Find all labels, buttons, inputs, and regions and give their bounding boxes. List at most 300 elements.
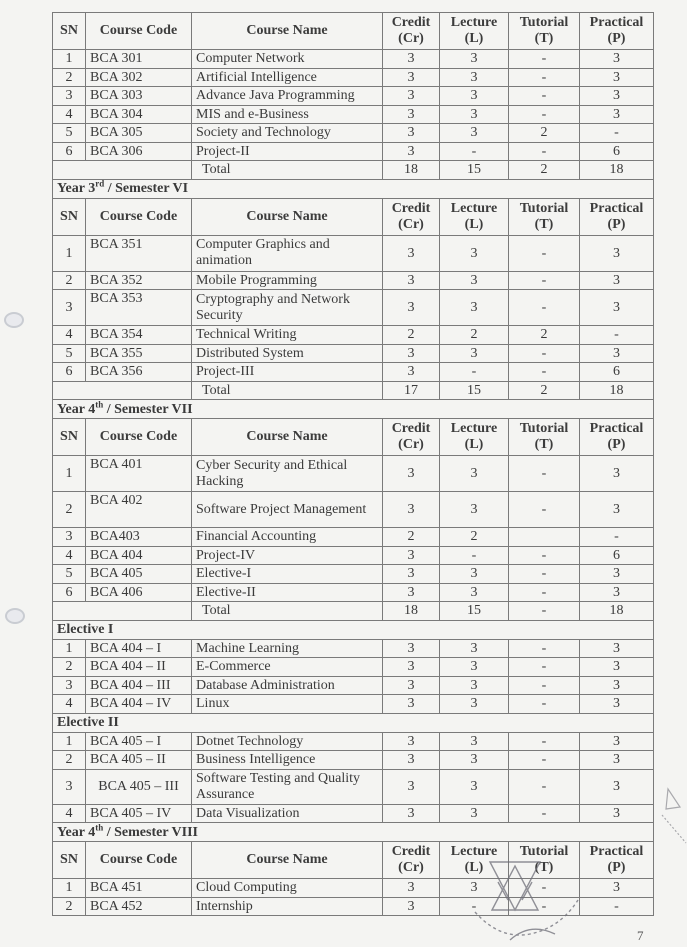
course-tutorial: - [509,639,580,658]
section-title-year: Year 3 [57,181,96,196]
course-sn: 2 [53,751,86,770]
header-credit-abbr: (Cr) [398,860,424,875]
header-lecture-abbr: (L) [464,31,484,46]
course-sn: 2 [53,271,86,290]
total-p: 18 [580,161,654,180]
course-name: Dotnet Technology [192,732,383,751]
course-lecture: 3 [440,769,509,804]
section-title-semester: / Semester VI [104,181,189,196]
course-sn: 5 [53,565,86,584]
header-practical-abbr: (P) [607,31,626,46]
course-code: BCA 402 [86,492,192,528]
course-sn: 2 [53,492,86,528]
course-sn: 4 [53,695,86,714]
course-practical: 3 [580,732,654,751]
course-practical: - [580,326,654,345]
course-tutorial: - [509,676,580,695]
course-sn: 6 [53,583,86,602]
course-name: Computer Graphics and animation [192,235,383,271]
course-practical: - [580,124,654,143]
header-lecture-label: Lecture [450,15,498,30]
course-sn: 4 [53,105,86,124]
course-lecture: - [440,142,509,161]
header-course-name: Course Name [192,13,383,50]
course-credit: 3 [383,68,440,87]
course-lecture: - [440,897,509,916]
course-practical: 3 [580,879,654,898]
course-lecture: 3 [440,879,509,898]
section-title-ordinal: th [95,399,104,409]
header-tutorial-abbr: (T) [534,31,554,46]
header-practical-abbr: (P) [607,437,626,452]
course-tutorial: - [509,68,580,87]
course-code: BCA 302 [86,68,192,87]
course-sn: 3 [53,769,86,804]
course-row [53,105,654,124]
course-code: BCA 303 [86,87,192,106]
course-name: Software Project Management [192,492,383,528]
course-practical: 3 [580,751,654,770]
course-lecture: 3 [440,565,509,584]
course-code: BCA 451 [86,879,192,898]
section-title-semester: / Semester VIII [103,824,199,840]
course-row [53,290,654,326]
course-row [53,492,654,528]
course-code: BCA 405 – III [86,769,192,804]
course-row [53,676,654,695]
header-sn: SN [53,198,86,235]
course-credit: 3 [383,769,440,804]
course-code: BCA 354 [86,326,192,345]
total-row [53,381,654,400]
course-sn: 1 [53,50,86,69]
punch-hole-bottom [5,608,25,624]
column-header-row [53,842,654,879]
section-title-ordinal: rd [95,179,105,189]
column-header-row [53,13,654,50]
section-title-year: Year 4 [57,824,96,840]
course-lecture: 3 [440,639,509,658]
header-course-name: Course Name [192,198,383,235]
course-lecture: - [440,363,509,382]
course-lecture: 3 [440,456,509,492]
course-lecture: 2 [440,528,509,547]
course-credit: 3 [383,583,440,602]
total-spacer [53,161,192,180]
header-credit-label: Credit [391,421,431,436]
course-sn: 4 [53,804,86,823]
course-credit: 2 [383,326,440,345]
header-practical [580,13,654,50]
course-name: Software Testing and Quality Assurance [192,769,383,804]
punch-hole-top [4,312,24,328]
header-course-code: Course Code [86,13,192,50]
header-lecture-abbr: (L) [464,437,484,452]
course-row [53,456,654,492]
header-credit-abbr: (Cr) [398,437,424,452]
total-label: Total [192,602,383,621]
header-lecture-label: Lecture [450,421,498,436]
course-row [53,50,654,69]
course-sn: 6 [53,363,86,382]
course-name: Distributed System [192,344,383,363]
course-name: Artificial Intelligence [192,68,383,87]
header-tutorial [509,842,580,879]
course-code: BCA403 [86,528,192,547]
course-practical: 3 [580,271,654,290]
course-practical: - [580,897,654,916]
course-row [53,68,654,87]
course-code: BCA 356 [86,363,192,382]
course-code: BCA 405 [86,565,192,584]
section-title [53,620,654,639]
course-name: Technical Writing [192,326,383,345]
course-credit: 3 [383,897,440,916]
header-tutorial-label: Tutorial [519,200,569,216]
course-sn: 1 [53,639,86,658]
course-code: BCA 452 [86,897,192,916]
course-sn: 3 [53,87,86,106]
course-name: Cloud Computing [192,879,383,898]
course-tutorial: - [509,235,580,271]
course-tutorial: - [509,879,580,898]
total-cr: 17 [383,381,440,400]
course-row [53,695,654,714]
course-tutorial: - [509,583,580,602]
section-title-row [53,400,654,419]
course-row [53,804,654,823]
course-code: BCA 404 – III [86,676,192,695]
header-practical [580,842,654,879]
course-credit: 3 [383,271,440,290]
course-credit: 3 [383,804,440,823]
header-practical [580,198,654,235]
course-code: BCA 405 – I [86,732,192,751]
course-name: Business Intelligence [192,751,383,770]
column-header-row [53,419,654,456]
course-lecture: 3 [440,271,509,290]
course-row [53,344,654,363]
course-lecture: 2 [440,326,509,345]
course-name: Database Administration [192,676,383,695]
course-lecture: 3 [440,695,509,714]
course-name: Advance Java Programming [192,87,383,106]
course-tutorial: - [509,87,580,106]
total-l: 15 [440,161,509,180]
header-tutorial [509,198,580,235]
course-practical: 3 [580,492,654,528]
course-row [53,879,654,898]
course-code: BCA 406 [86,583,192,602]
course-tutorial: 2 [509,124,580,143]
course-sn: 5 [53,344,86,363]
course-practical: 3 [580,105,654,124]
course-row [53,363,654,382]
header-lecture [440,419,509,456]
course-credit: 3 [383,658,440,677]
course-credit: 3 [383,142,440,161]
header-lecture [440,842,509,879]
course-practical: 3 [580,676,654,695]
course-tutorial: 2 [509,326,580,345]
header-tutorial [509,13,580,50]
course-lecture: 3 [440,68,509,87]
total-t: 2 [509,161,580,180]
course-credit: 3 [383,639,440,658]
total-label: Total [192,381,383,400]
side-seal-mark [660,785,687,855]
course-row [53,546,654,565]
course-code: BCA 301 [86,50,192,69]
course-practical: 3 [580,87,654,106]
section-title-semester: / Semester VII [103,401,193,417]
course-lecture: 3 [440,658,509,677]
total-row [53,161,654,180]
course-lecture: 3 [440,50,509,69]
course-code: BCA 404 [86,546,192,565]
course-practical: 6 [580,142,654,161]
course-credit: 3 [383,751,440,770]
course-name: Project-II [192,142,383,161]
header-practical-label: Practical [589,200,644,216]
course-practical: 3 [580,235,654,271]
total-t: 2 [509,381,580,400]
header-tutorial-label: Tutorial [519,844,569,859]
course-tutorial: - [509,142,580,161]
course-practical: 6 [580,546,654,565]
course-row [53,583,654,602]
course-tutorial: - [509,363,580,382]
course-code: BCA 401 [86,456,192,492]
course-sn: 4 [53,326,86,345]
header-practical-label: Practical [589,421,644,436]
course-tutorial: - [509,50,580,69]
course-practical: 3 [580,68,654,87]
total-cr: 18 [383,602,440,621]
course-sn: 1 [53,879,86,898]
course-practical: 3 [580,290,654,326]
course-sn: 3 [53,290,86,326]
header-tutorial-label: Tutorial [519,421,569,436]
course-name: Financial Accounting [192,528,383,547]
course-credit: 3 [383,290,440,326]
course-sn: 3 [53,676,86,695]
course-code: BCA 404 – II [86,658,192,677]
header-lecture-abbr: (L) [464,860,484,875]
header-tutorial [509,419,580,456]
course-tutorial: - [509,290,580,326]
header-credit [383,198,440,235]
section-title-row [53,823,654,842]
section-title-row [53,713,654,732]
total-cr: 18 [383,161,440,180]
course-credit: 3 [383,344,440,363]
course-tutorial: - [509,105,580,124]
course-code: BCA 355 [86,344,192,363]
course-tutorial: - [509,732,580,751]
header-practical [580,419,654,456]
header-sn: SN [53,842,86,879]
course-credit: 3 [383,879,440,898]
course-practical: 3 [580,658,654,677]
course-credit: 3 [383,695,440,714]
course-name: Linux [192,695,383,714]
course-tutorial: - [509,565,580,584]
header-credit [383,842,440,879]
total-row [53,602,654,621]
course-tutorial: - [509,456,580,492]
course-row [53,235,654,271]
header-course-name: Course Name [192,842,383,879]
course-practical: 3 [580,804,654,823]
course-practical: 3 [580,769,654,804]
course-code: BCA 352 [86,271,192,290]
section-title-year: Year 4 [57,401,96,417]
section-title-row [53,620,654,639]
header-practical-label: Practical [589,15,644,30]
course-code: BCA 404 – IV [86,695,192,714]
course-row [53,124,654,143]
course-code: BCA 304 [86,105,192,124]
course-name: Data Visualization [192,804,383,823]
course-name: Cryptography and Network Security [192,290,383,326]
course-practical: 3 [580,695,654,714]
header-tutorial-abbr: (T) [534,437,554,452]
course-lecture: 3 [440,235,509,271]
header-course-code: Course Code [86,419,192,456]
header-course-code: Course Code [86,198,192,235]
course-tutorial: - [509,769,580,804]
course-row [53,639,654,658]
course-lecture: - [440,546,509,565]
header-sn: SN [53,13,86,50]
total-l: 15 [440,602,509,621]
course-sn: 2 [53,68,86,87]
total-p: 18 [580,602,654,621]
course-lecture: 3 [440,676,509,695]
header-lecture-label: Lecture [450,200,498,216]
section-title-text: Elective II [57,715,119,730]
course-practical: 3 [580,565,654,584]
course-row [53,142,654,161]
course-code: BCA 405 – II [86,751,192,770]
course-code: BCA 305 [86,124,192,143]
course-name: Project-IV [192,546,383,565]
course-credit: 3 [383,732,440,751]
course-lecture: 3 [440,124,509,143]
section-title [53,823,654,842]
course-lecture: 3 [440,583,509,602]
page-number: 7 [637,928,644,943]
course-sn: 5 [53,124,86,143]
course-credit: 3 [383,105,440,124]
course-name: Project-III [192,363,383,382]
section-title [53,713,654,732]
course-name: Elective-II [192,583,383,602]
course-sn: 6 [53,142,86,161]
header-credit-label: Credit [391,15,431,30]
header-credit [383,13,440,50]
course-row [53,751,654,770]
course-practical: - [580,528,654,547]
section-title-row [53,179,654,198]
course-sn: 1 [53,732,86,751]
course-name: Elective-I [192,565,383,584]
course-name: Society and Technology [192,124,383,143]
course-tutorial: - [509,804,580,823]
section-title [53,400,654,419]
course-credit: 3 [383,363,440,382]
header-tutorial-abbr: (T) [534,860,554,875]
course-credit: 3 [383,565,440,584]
course-tutorial [509,528,580,547]
course-name: Mobile Programming [192,271,383,290]
course-name: Computer Network [192,50,383,69]
header-course-code: Course Code [86,842,192,879]
section-title-text: Elective I [57,622,114,637]
course-lecture: 3 [440,804,509,823]
total-p: 18 [580,381,654,400]
course-sn: 2 [53,897,86,916]
header-tutorial-label: Tutorial [519,15,569,30]
course-lecture: 3 [440,290,509,326]
header-practical-abbr: (P) [607,860,626,875]
course-tutorial: - [509,546,580,565]
header-credit-abbr: (Cr) [398,31,424,46]
header-practical-label: Practical [589,844,644,859]
course-practical: 3 [580,344,654,363]
course-sn: 1 [53,235,86,271]
course-row [53,897,654,916]
course-code: BCA 306 [86,142,192,161]
section-title [53,179,654,198]
header-course-name: Course Name [192,419,383,456]
column-header-row [53,198,654,235]
course-practical: 3 [580,50,654,69]
course-lecture: 3 [440,105,509,124]
course-credit: 3 [383,546,440,565]
header-lecture-abbr: (L) [464,216,484,232]
course-practical: 3 [580,456,654,492]
course-credit: 3 [383,235,440,271]
course-row [53,565,654,584]
course-code: BCA 353 [86,290,192,326]
course-practical: 6 [580,363,654,382]
header-tutorial-abbr: (T) [534,216,554,232]
header-practical-abbr: (P) [607,216,626,232]
header-lecture-label: Lecture [450,844,498,859]
curriculum-sheet [52,12,653,916]
course-practical: 3 [580,583,654,602]
course-lecture: 3 [440,492,509,528]
course-credit: 3 [383,87,440,106]
course-tutorial: - [509,897,580,916]
total-label: Total [192,161,383,180]
course-sn: 3 [53,528,86,547]
course-tutorial: - [509,492,580,528]
course-credit: 3 [383,676,440,695]
course-lecture: 3 [440,87,509,106]
total-l: 15 [440,381,509,400]
course-sn: 1 [53,456,86,492]
course-credit: 3 [383,456,440,492]
section-title-ordinal: th [95,822,104,832]
header-credit-abbr: (Cr) [398,216,424,232]
course-row [53,528,654,547]
course-code: BCA 405 – IV [86,804,192,823]
course-practical: 3 [580,639,654,658]
course-sn: 4 [53,546,86,565]
